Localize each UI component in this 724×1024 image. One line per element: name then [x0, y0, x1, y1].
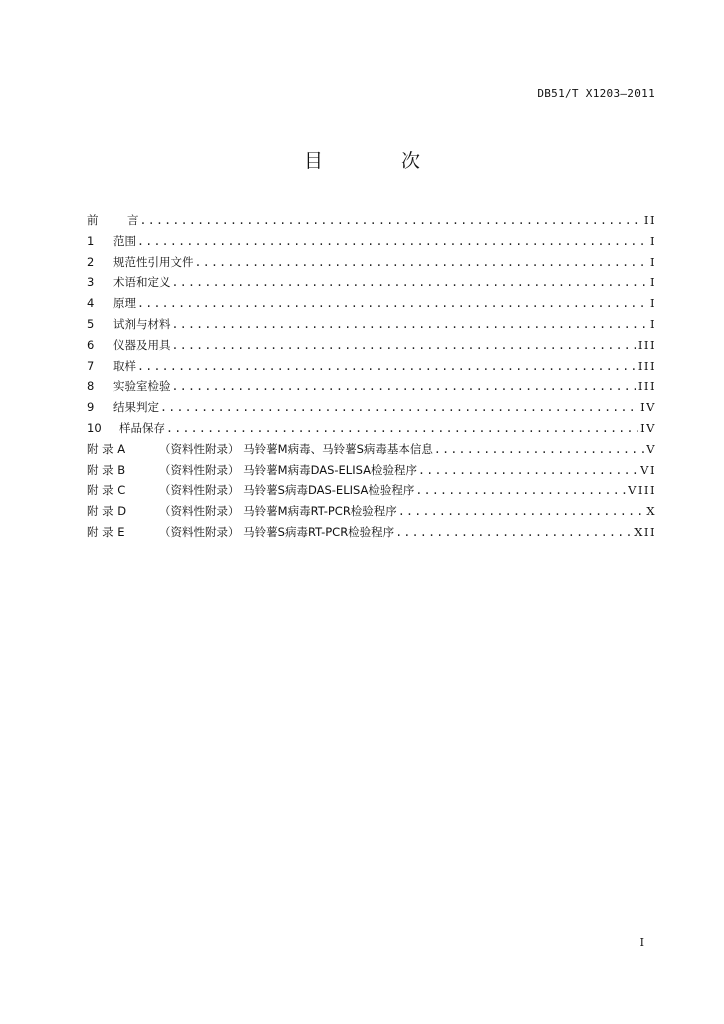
toc-entry-title: 规范性引用文件 [113, 254, 194, 269]
toc-leader-dots [194, 252, 648, 273]
page-title: 目 次 [303, 150, 457, 172]
toc-entry-sample-storage[interactable] [87, 418, 656, 439]
toc-entry-results[interactable] [87, 397, 656, 418]
toc-entry-number: 3 [87, 275, 95, 290]
toc-entry-number: 附 录 A [87, 441, 126, 456]
toc-entry-normative-references[interactable] [87, 252, 656, 273]
toc-entry-title: 试剂与材料 [113, 316, 171, 331]
toc-entry-page: I [649, 316, 656, 331]
toc-entry-page: V [646, 441, 656, 456]
standard-code: DB51/T X1203—2011 [537, 87, 655, 100]
toc-entry-page: III [637, 379, 656, 394]
toc-leader-dots [394, 522, 632, 543]
toc-entry-page: VI [640, 462, 656, 477]
toc-leader-dots [165, 418, 638, 439]
toc-entry-page: IV [640, 420, 656, 435]
toc-entry-title: 原理 [113, 296, 136, 311]
toc-entry-title: 样品保存 [119, 420, 165, 435]
toc-entry-page: XII [634, 524, 656, 539]
toc-entry-number: 4 [87, 296, 95, 311]
toc-entry-appendix-b[interactable] [87, 460, 656, 481]
toc-entry-appendix-d[interactable] [87, 501, 656, 522]
toc-leader-dots [171, 376, 636, 397]
toc-leader-dots [171, 335, 636, 356]
toc-entry-terms[interactable] [87, 272, 656, 293]
toc-entry-number: 附 录 C [87, 483, 126, 498]
toc-entry-title: 言 [127, 213, 139, 227]
toc-leader-dots [139, 210, 642, 231]
toc-entry-number: 8 [87, 379, 95, 394]
toc-entry-foreword[interactable] [87, 210, 656, 231]
toc-entry-title: 术语和定义 [113, 275, 171, 290]
toc-entry-page: I [649, 254, 656, 269]
toc-entry-title: （资料性附录） 马铃薯S病毒DAS-ELISA检验程序 [159, 483, 415, 498]
toc-entry-page: I [649, 275, 656, 290]
toc-entry-page: X [646, 504, 656, 519]
toc-entry-number: 1 [87, 233, 95, 248]
toc-entry-page: III [637, 337, 656, 352]
toc-entry-title: 实验室检验 [113, 379, 171, 394]
toc-entry-page: IV [640, 400, 656, 415]
toc-entry-instruments[interactable] [87, 335, 656, 356]
toc-entry-title: 仪器及用具 [113, 337, 171, 352]
toc-entry-scope[interactable] [87, 231, 656, 252]
page-number: I [639, 936, 644, 949]
toc-entry-principle[interactable] [87, 293, 656, 314]
toc-entry-sampling[interactable] [87, 356, 656, 377]
toc-entry-page: III [637, 358, 656, 373]
toc-entry-title: （资料性附录） 马铃薯M病毒DAS-ELISA检验程序 [159, 462, 417, 477]
toc-leader-dots [136, 231, 648, 252]
table-of-contents [87, 210, 656, 543]
toc-leader-dots [136, 356, 636, 377]
toc-entry-lab-testing[interactable] [87, 376, 656, 397]
toc-leader-dots [417, 460, 638, 481]
toc-leader-dots [159, 397, 638, 418]
toc-entry-number: 附 录 E [87, 524, 125, 539]
toc-entry-title: 范围 [113, 233, 136, 248]
toc-entry-number: 2 [87, 254, 95, 269]
toc-entry-page: I [649, 233, 656, 248]
toc-entry-title: 取样 [113, 358, 136, 373]
toc-entry-number: 7 [87, 358, 95, 373]
toc-entry-appendix-e[interactable] [87, 522, 656, 543]
toc-entry-number: 6 [87, 337, 95, 352]
toc-entry-page: II [643, 213, 656, 227]
toc-entry-number: 5 [87, 316, 95, 331]
toc-entry-appendix-c[interactable] [87, 480, 656, 501]
toc-entry-title: 结果判定 [113, 400, 159, 415]
toc-leader-dots [171, 272, 648, 293]
toc-leader-dots [433, 439, 644, 460]
toc-entry-page: I [649, 296, 656, 311]
toc-entry-appendix-a[interactable] [87, 439, 656, 460]
toc-entry-number: 附 录 D [87, 504, 127, 519]
toc-entry-title: （资料性附录） 马铃薯M病毒、马铃薯S病毒基本信息 [159, 441, 433, 456]
toc-leader-dots [397, 501, 645, 522]
toc-entry-number: 10 [87, 420, 102, 435]
toc-entry-reagents[interactable] [87, 314, 656, 335]
toc-entry-number: 附 录 B [87, 462, 126, 477]
toc-entry-number: 9 [87, 400, 95, 415]
toc-entry-page: VIII [628, 483, 656, 498]
toc-leader-dots [171, 314, 648, 335]
toc-leader-dots [136, 293, 648, 314]
toc-entry-title: （资料性附录） 马铃薯S病毒RT-PCR检验程序 [159, 524, 395, 539]
toc-entry-title: （资料性附录） 马铃薯M病毒RT-PCR检验程序 [159, 504, 397, 519]
toc-entry-number: 前 [87, 213, 99, 227]
toc-leader-dots [414, 480, 626, 501]
